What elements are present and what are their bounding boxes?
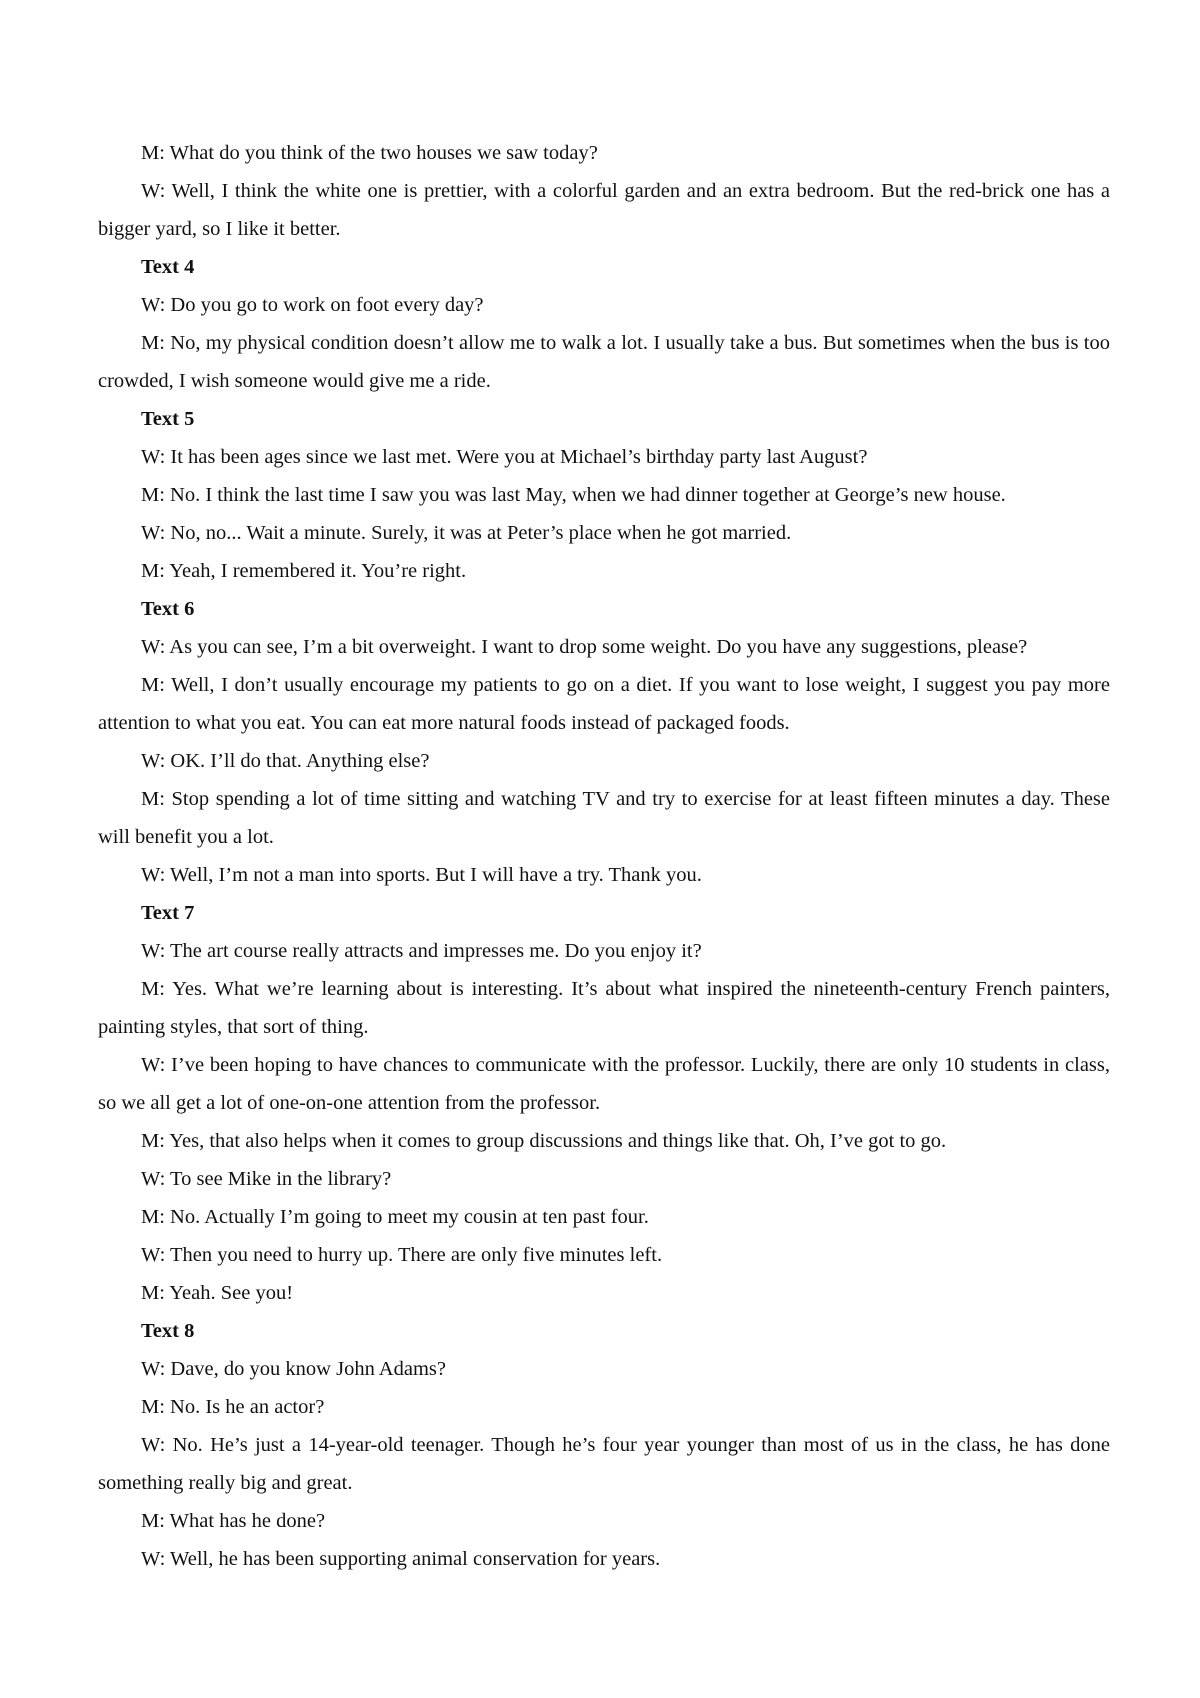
dialogue-line: M: Yeah. See you! [141,1282,294,1304]
dialogue-line: W: Well, I think the white one is prettier, with a colorful garden and an extra bedroom. But the red-brick one has a bigger yard, so I like it better. [98,180,1110,240]
section-heading-text-6: Text 6 [141,598,195,620]
dialogue-line: M: Yeah, I remembered it. You’re right. [141,560,467,582]
dialogue-line: W: Well, he has been supporting animal conservation for years. [141,1548,661,1570]
dialogue-line: M: What do you think of the two houses we saw today? [141,142,598,164]
dialogue-line: M: No. I think the last time I saw you was last May, when we had dinner together at George’s new house. [141,484,1006,506]
dialogue-line: W: Then you need to hurry up. There are only five minutes left. [141,1244,663,1266]
dialogue-line: W: Do you go to work on foot every day? [141,294,484,316]
section-heading-text-4: Text 4 [141,256,195,278]
dialogue-line: M: Well, I don’t usually encourage my patients to go on a diet. If you want to lose weight, I suggest you pay more attention to what you eat. You can eat more natural foods instead of packaged foods. [98,674,1110,734]
dialogue-line: M: No, my physical condition doesn’t allow me to walk a lot. I usually take a bus. But sometimes when the bus is too crowded, I wish someone would give me a ride. [98,332,1110,392]
document-page [98,134,1110,1578]
dialogue-line: M: Yes. What we’re learning about is interesting. It’s about what inspired the nineteenth-century French painters, painting styles, that sort of thing. [98,978,1110,1038]
dialogue-line: M: What has he done? [141,1510,326,1532]
dialogue-line: W: Well, I’m not a man into sports. But I will have a try. Thank you. [141,864,702,886]
dialogue-line: W: The art course really attracts and impresses me. Do you enjoy it? [141,940,702,962]
dialogue-line: W: No. He’s just a 14-year-old teenager. Though he’s four year younger than most of us in the class, he has done something really big and great. [98,1434,1110,1494]
dialogue-line: M: Stop spending a lot of time sitting and watching TV and try to exercise for at least fifteen minutes a day. These will benefit you a lot. [98,788,1110,848]
dialogue-line: W: I’ve been hoping to have chances to communicate with the professor. Luckily, there are only 10 students in class, so we all get a lot of one-on-one attention from the professor. [98,1054,1110,1114]
section-heading-text-8: Text 8 [141,1320,195,1342]
dialogue-line: W: Dave, do you know John Adams? [141,1358,446,1380]
dialogue-line: M: No. Is he an actor? [141,1396,325,1418]
dialogue-line: W: It has been ages since we last met. Were you at Michael’s birthday party last August? [141,446,868,468]
section-heading-text-7: Text 7 [141,902,195,924]
dialogue-line: W: To see Mike in the library? [141,1168,392,1190]
dialogue-line: M: No. Actually I’m going to meet my cousin at ten past four. [141,1206,649,1228]
section-heading-text-5: Text 5 [141,408,195,430]
dialogue-line: W: OK. I’ll do that. Anything else? [141,750,430,772]
dialogue-line: W: No, no... Wait a minute. Surely, it was at Peter’s place when he got married. [141,522,792,544]
dialogue-line: W: As you can see, I’m a bit overweight. I want to drop some weight. Do you have any suggestions, please? [141,636,1028,658]
dialogue-line: M: Yes, that also helps when it comes to group discussions and things like that. Oh, I’ve got to go. [141,1130,947,1152]
